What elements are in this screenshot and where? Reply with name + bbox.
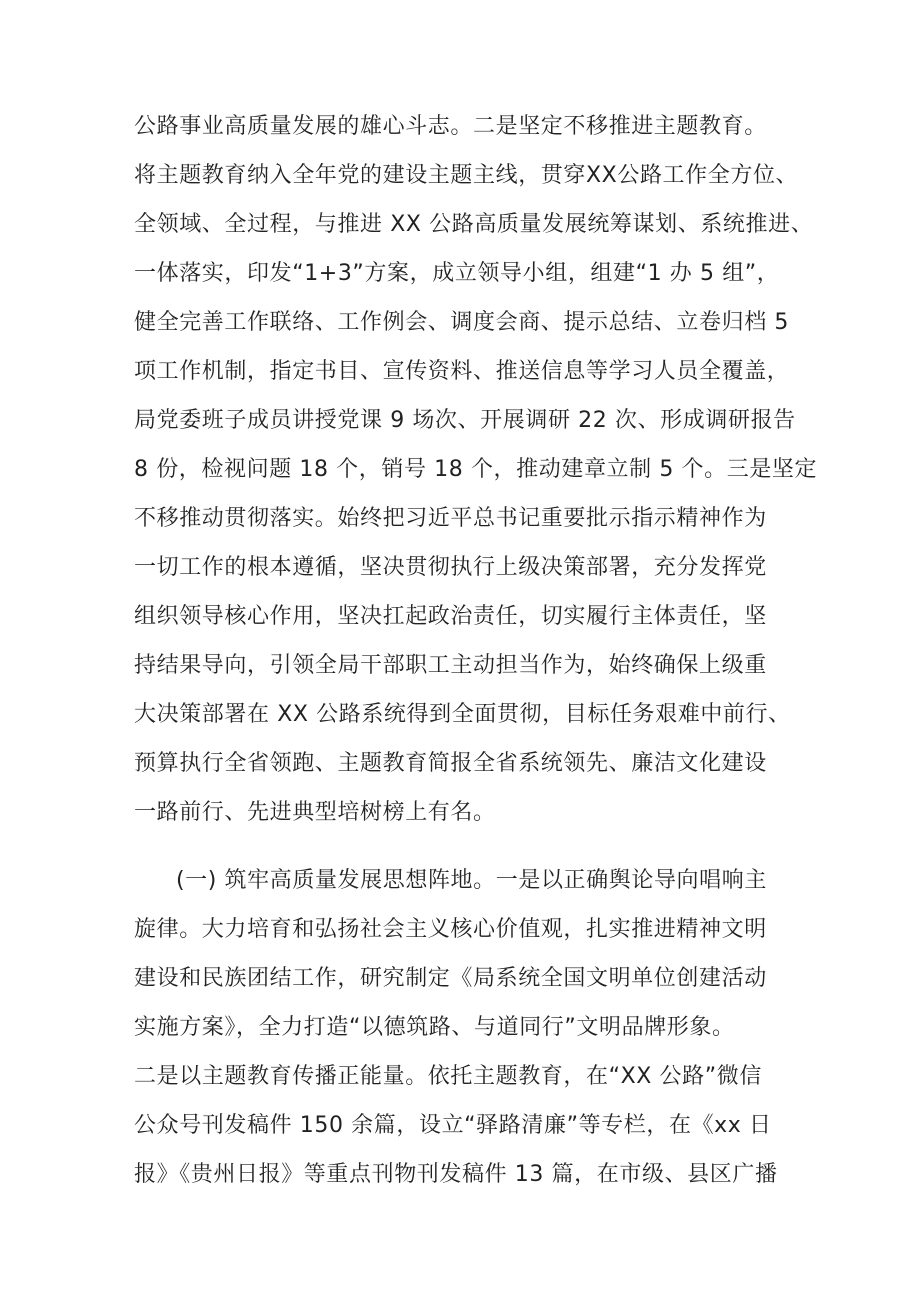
text-line: 大决策部署在 XX 公路系统得到全面贯彻，目标任务艰难中前行、 xyxy=(134,702,791,727)
text-line: 局党委班子成员讲授党课 9 场次、开展调研 22 次、形成调研报告 xyxy=(134,408,796,433)
text-line: 报》《贵州日报》等重点刊物刊发稿件 13 篇，在市级、县区广播 xyxy=(134,1162,778,1187)
text-line: 实施方案》，全力打造“以德筑路、与道同行”文明品牌形象。 xyxy=(134,1015,735,1040)
text-line: 不移推动贯彻落实。始终把习近平总书记重要批示指示精神作为 xyxy=(134,506,767,531)
text-line: 8 份，检视问题 18 个，销号 18 个，推动建章立制 5 个。三是坚定 xyxy=(134,457,818,482)
text-line: 公众号刊发稿件 150 余篇，设立“驿路清廉”等专栏，在《xx 日 xyxy=(134,1113,772,1138)
text-line: 一路前行、先进典型培树榜上有名。 xyxy=(134,800,496,825)
text-line: 健全完善工作联络、工作例会、调度会商、提示总结、立卷归档 5 xyxy=(134,310,789,335)
text-line: 将主题教育纳入全年党的建设主题主线，贯穿XX公路工作全方位、 xyxy=(134,163,799,188)
text-line: 二是以主题教育传播正能量。依托主题教育，在“XX 公路”微信 xyxy=(134,1064,762,1089)
text-line: 组织领导核心作用，坚决扛起政治责任，切实履行主体责任，坚 xyxy=(134,604,767,629)
text-line: 预算执行全省领跑、主题教育简报全省系统领先、廉洁文化建设 xyxy=(134,751,767,776)
text-line: 全领域、全过程，与推进 XX 公路高质量发展统筹谋划、系统推进、 xyxy=(134,212,814,237)
text-line: 一切工作的根本遵循，坚决贯彻执行上级决策部署，充分发挥党 xyxy=(134,555,767,580)
text-line: 一体落实，印发“1+3”方案，成立领导小组，组建“1 办 5 组”， xyxy=(134,261,780,286)
section-heading-line: (一) 筑牢高质量发展思想阵地。一是以正确舆论导向唱响主 xyxy=(176,868,767,893)
text-line: 项工作机制，指定书目、宣传资料、推送信息等学习人员全覆盖， xyxy=(134,359,790,384)
text-line: 建设和民族团结工作，研究制定《局系统全国文明单位创建活动 xyxy=(134,966,767,991)
text-line: 旋律。大力培育和弘扬社会主义核心价值观，扎实推进精神文明 xyxy=(134,917,767,942)
text-line: 公路事业高质量发展的雄心斗志。二是坚定不移推进主题教育。 xyxy=(134,114,767,139)
text-line: 持结果导向，引领全局干部职工主动担当作为，始终确保上级重 xyxy=(134,653,767,678)
